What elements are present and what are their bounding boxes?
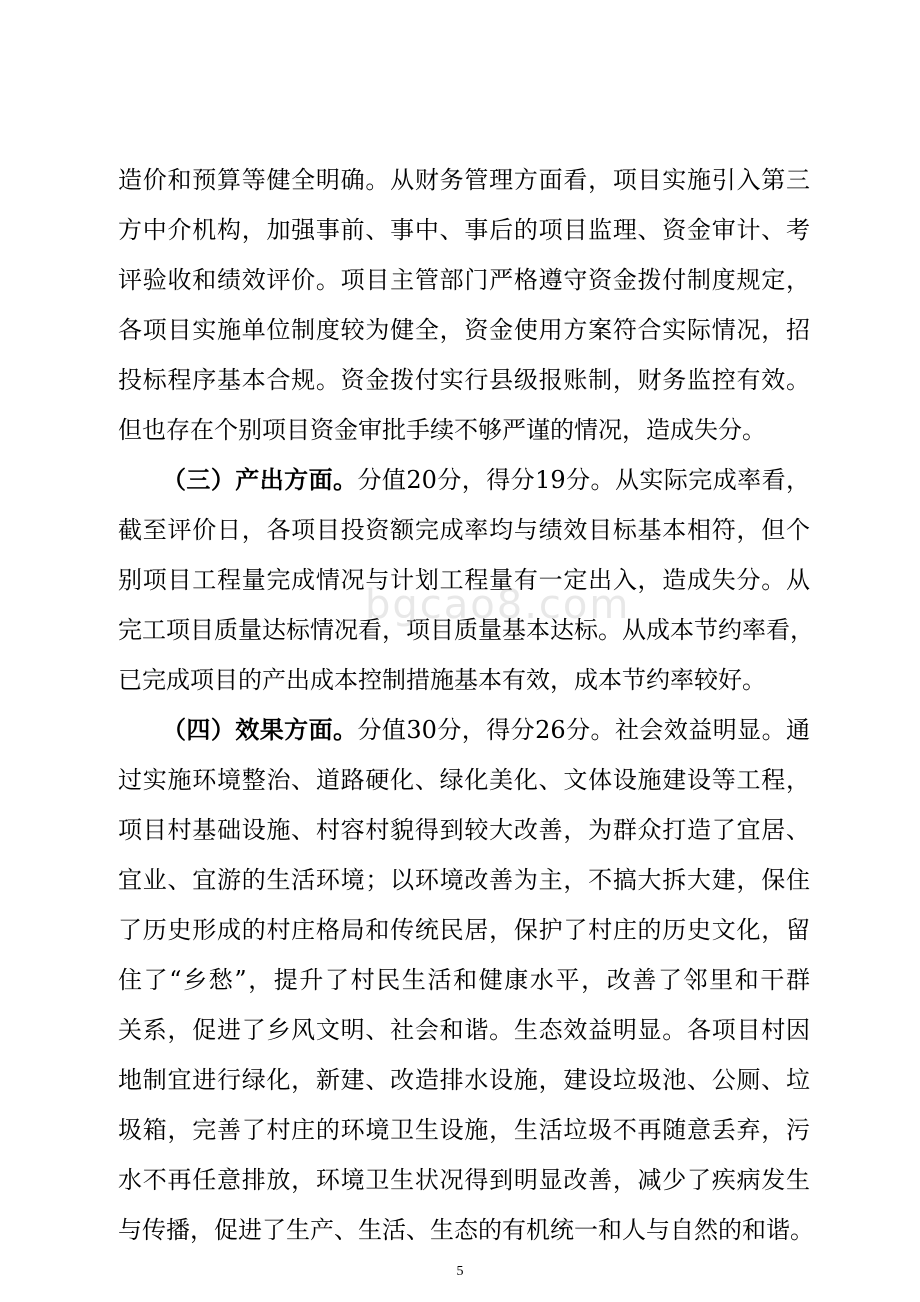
section-4-first-line-text: 分值30分，得分26分。社会效益明显。通 — [357, 716, 811, 744]
paragraph-line: 投标程序基本合规。资金拨付实行县级报账制，财务监控有效。 — [118, 366, 810, 394]
paragraph-line: 项目村基础设施、村容村貌得到较大改善，为群众打造了宜居、 — [118, 816, 810, 844]
section-3-first-line-text: 分值20分，得分19分。从实际完成率看， — [357, 466, 811, 494]
paragraph-line: 各项目实施单位制度较为健全，资金使用方案符合实际情况，招 — [118, 316, 810, 344]
paragraph-line: 水不再任意排放，环境卫生状况得到明显改善，减少了疾病发生 — [118, 1166, 810, 1194]
paragraph-line: 但也存在个别项目资金审批手续不够严谨的情况，造成失分。 — [118, 416, 766, 444]
watermark-text: bgcao8.com — [365, 582, 631, 628]
section-3-first-line — [162, 460, 810, 500]
paragraph-line: 截至评价日，各项目投资额完成率均与绩效目标基本相符，但个 — [118, 516, 810, 544]
page-number: 5 — [456, 1264, 464, 1279]
section-4-heading: （四）效果方面。 — [162, 715, 358, 744]
paragraph-line: 住了“乡愁”，提升了村民生活和健康水平，改善了邻里和干群 — [118, 966, 810, 994]
paragraph-line: 评验收和绩效评价。项目主管部门严格遵守资金拨付制度规定， — [118, 266, 810, 294]
paragraph-line: 与传播，促进了生产、生活、生态的有机统一和人与自然的和谐。 — [118, 1216, 814, 1244]
paragraph-line: 别项目工程量完成情况与计划工程量有一定出入，造成失分。从 — [118, 566, 810, 594]
paragraph-line: 方中介机构，加强事前、事中、事后的项目监理、资金审计、考 — [118, 216, 810, 244]
paragraph-line: 完工项目质量达标情况看，项目质量基本达标。从成本节约率看， — [118, 616, 814, 644]
paragraph-line: 宜业、宜游的生活环境；以环境改善为主，不搞大拆大建，保住 — [118, 866, 810, 894]
paragraph-line: 了历史形成的村庄格局和传统民居，保护了村庄的历史文化，留 — [118, 916, 810, 944]
paragraph-line: 圾箱，完善了村庄的环境卫生设施，生活垃圾不再随意丢弃，污 — [118, 1116, 810, 1144]
paragraph-line: 关系，促进了乡风文明、社会和谐。生态效益明显。各项目村因 — [118, 1016, 810, 1044]
paragraph-line: 地制宜进行绿化，新建、改造排水设施，建设垃圾池、公厕、垃 — [118, 1066, 810, 1094]
paragraph-line: 过实施环境整治、道路硬化、绿化美化、文体设施建设等工程， — [118, 766, 810, 794]
paragraph-line: 造价和预算等健全明确。从财务管理方面看，项目实施引入第三 — [118, 166, 810, 194]
paragraph-line: 已完成项目的产出成本控制措施基本有效，成本节约率较好。 — [118, 666, 766, 694]
section-3-heading: （三）产出方面。 — [162, 465, 358, 494]
section-4-first-line — [162, 710, 810, 750]
